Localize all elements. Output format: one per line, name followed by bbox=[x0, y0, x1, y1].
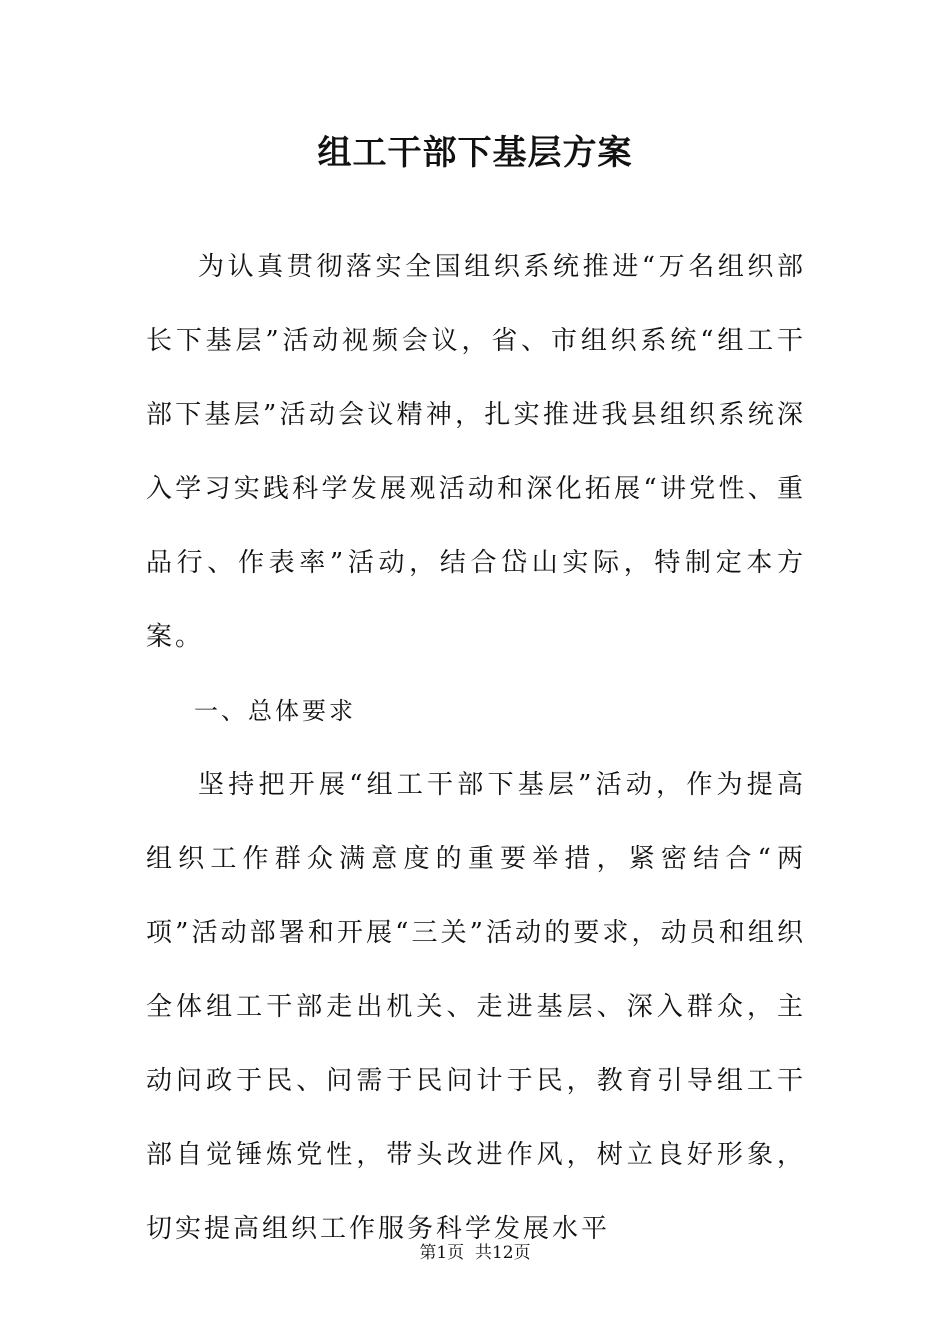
section-heading: 一、总体要求 bbox=[194, 697, 356, 725]
document-title: 组工干部下基层方案 bbox=[317, 133, 633, 173]
page-number-label: 第1页 共12页 bbox=[419, 1243, 531, 1263]
section-paragraph: 坚持把开展“组工干部下基层”活动，作为提高组织工作群众满意度的重要举措，紧密结合“两项”活动部署和开展“三关”活动的要求，动员和组织全体组工干部走出机关、走进基层、深入群众，主动问政于民、问需于民问计于民，教育引导组工干部自觉锤炼党性，带头改进作风，树立良好形象，切实提高组织工作服务科学发展水平 bbox=[146, 770, 806, 1244]
intro-paragraph: 为认真贯彻落实全国组织系统推进“万名组织部长下基层”活动视频会议，省、市组织系统“组工干部下基层”活动会议精神，扎实推进我县组织系统深入学习实践科学发展观活动和深化拓展“讲党性、重品行、作表率”活动，结合岱山实际，特制定本方案。 bbox=[146, 252, 806, 652]
page-footer bbox=[0, 1241, 950, 1265]
document-body bbox=[146, 230, 806, 1266]
